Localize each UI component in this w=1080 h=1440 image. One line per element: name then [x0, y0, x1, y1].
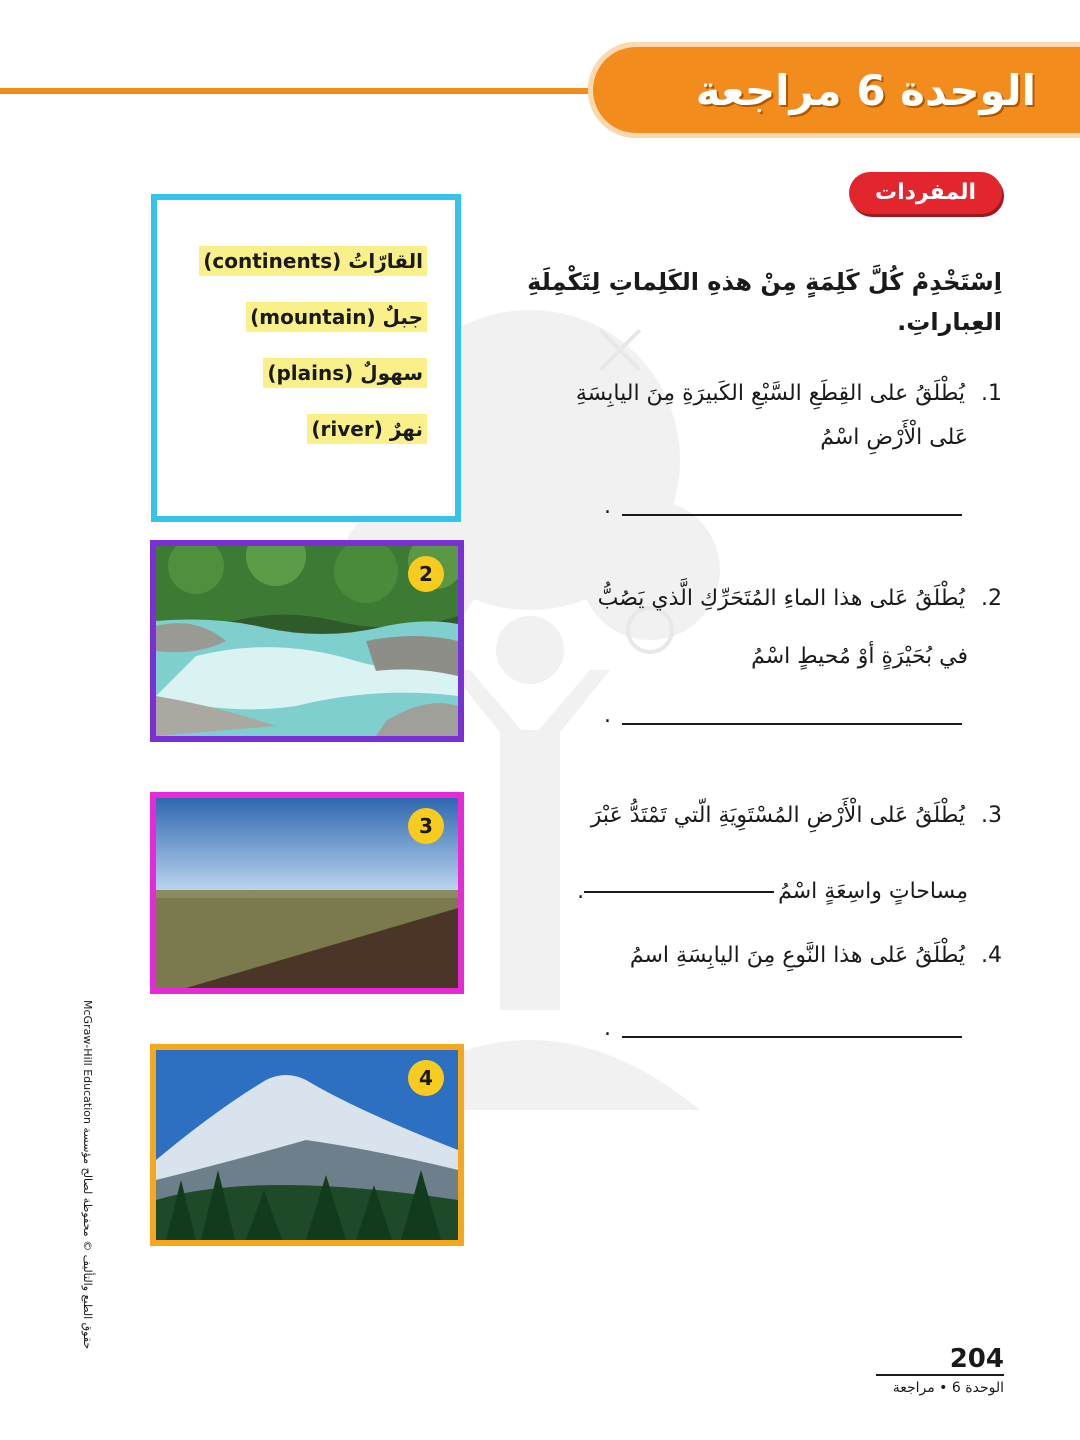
word-continents: القارّاتُ (continents) — [199, 246, 427, 276]
question-text: يُطْلَقُ على القِطَعِ السَّبْعِ الكَبيرَةِ مِنَ اليابِسَةِ — [575, 381, 965, 406]
question-number: 4. — [981, 943, 1002, 968]
header-rule — [0, 88, 620, 94]
answer-blank[interactable] — [584, 891, 774, 893]
mountain-photo — [150, 1044, 464, 1246]
word-bank — [151, 194, 461, 522]
question-text-continued: عَلى الْأَرْضِ اسْمُ — [820, 425, 968, 450]
question-text: يُطْلَقُ عَلى هذا الماءِ المُتَحَرِّكِ الَّذي يَصُبُّ — [597, 586, 965, 611]
footer-text: الوحدة 6 • مراجعة — [892, 1380, 1004, 1396]
question-number: 3. — [981, 803, 1002, 828]
question-number: 1. — [981, 381, 1002, 406]
photo-number-badge: 3 — [408, 808, 444, 844]
page-title: الوحدة 6 مراجعة — [695, 66, 1036, 115]
photo-number-badge: 4 — [408, 1060, 444, 1096]
question-3 — [502, 778, 1002, 930]
answer-period: . — [604, 494, 611, 519]
answer-blank[interactable] — [622, 723, 962, 725]
question-text: يُطْلَقُ عَلى هذا النَّوعِ مِنَ اليابِسَةِ اسمُ — [629, 943, 965, 968]
word-mountain: جبلٌ (mountain) — [246, 302, 427, 332]
word-river: نهرٌ (river) — [307, 414, 427, 444]
question-1 — [502, 372, 1002, 460]
question-2 — [502, 570, 1002, 686]
river-photo — [150, 540, 464, 742]
answer-period: . — [604, 1016, 611, 1041]
answer-blank[interactable] — [622, 1036, 962, 1038]
plains-photo — [150, 792, 464, 994]
photo-number-badge: 2 — [408, 556, 444, 592]
question-4 — [502, 934, 1002, 978]
question-number: 2. — [981, 586, 1002, 611]
vocabulary-badge: المفردات — [849, 172, 1002, 214]
question-text-continued: في بُحَيْرَةٍ أوْ مُحيطٍ اسْمُ — [751, 644, 968, 669]
word-plains: سهولٌ (plains) — [263, 358, 427, 388]
answer-blank[interactable] — [622, 514, 962, 516]
footer-rule — [876, 1374, 1004, 1376]
copyright-credit: McGraw-Hill Education حقوق الطبع والتأليف © محفوظة لصالح مؤسسة — [81, 1000, 94, 1350]
answer-period: . — [577, 879, 585, 904]
page-number: 204 — [949, 1344, 1004, 1374]
question-text: يُطْلَقُ عَلى الْأَرْضِ المُسْتَوِيَةِ الّتي تَمْتَدُّ عَبْرَ — [590, 803, 965, 828]
instructions: اِسْتَخْدِمْ كُلَّ كَلِمَةٍ مِنْ هذهِ الكَلِماتِ لِتَكْمِلَةِ العِباراتِ. — [527, 268, 1002, 336]
question-text-continued: مِساحاتٍ واسِعَةٍ اسْمُ — [778, 879, 968, 904]
answer-period: . — [604, 703, 611, 728]
